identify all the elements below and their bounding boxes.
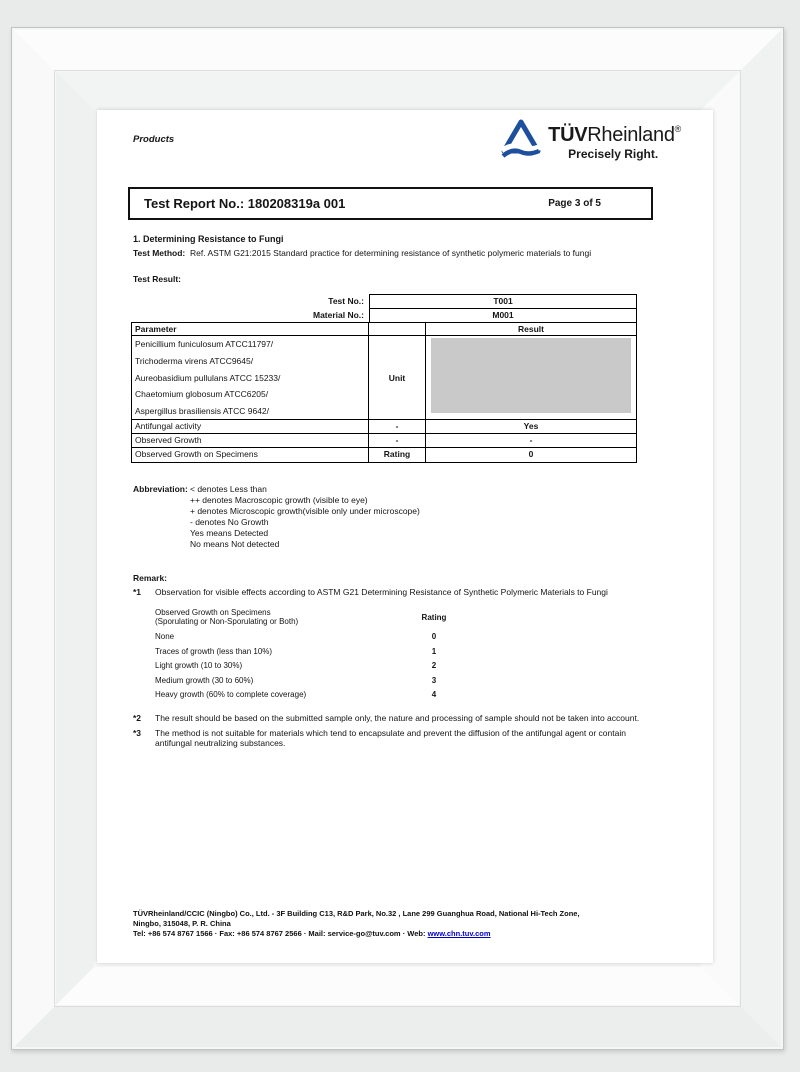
species-line: Penicillium funiculosum ATCC11797/ <box>135 339 274 349</box>
abbreviation-label: Abbreviation: <box>133 484 188 494</box>
footer-address-line2: Ningbo, 315048, P. R. China <box>133 919 231 928</box>
abbreviation-line: ++ denotes Macroscopic growth (visible to eye) <box>190 495 368 505</box>
parameter-header: Parameter <box>132 323 369 335</box>
row-parameter: Antifungal activity <box>132 420 369 433</box>
rating-row-label: None <box>155 632 175 641</box>
species-unit-cell: Unit <box>369 336 426 419</box>
rating-row <box>155 632 485 641</box>
page-header <box>133 110 681 182</box>
row-unit: - <box>369 420 426 433</box>
test-no-row <box>131 294 637 308</box>
brand-tuv: TÜV <box>548 124 588 146</box>
rating-row <box>155 647 485 656</box>
species-result-cell <box>426 336 636 419</box>
species-line: Trichoderma virens ATCC9645/ <box>135 355 254 366</box>
remark-item-3 <box>133 728 681 749</box>
abbreviation-line: No means Not detected <box>190 539 280 549</box>
footer-contact-line <box>133 929 683 939</box>
rating-row-value: 4 <box>431 690 437 699</box>
abbreviation-line: < denotes Less than <box>190 484 267 494</box>
rating-row-value: 2 <box>431 661 437 670</box>
report-number-bar <box>128 187 653 220</box>
tuv-rheinland-logo <box>501 118 681 162</box>
rating-header-line1: Observed Growth on Specimens <box>155 607 271 617</box>
row-result: - <box>529 435 533 445</box>
registered-mark: ® <box>674 124 681 134</box>
result-table-grid <box>131 322 637 463</box>
growth-rating-table <box>155 608 485 700</box>
rating-row-value: 1 <box>431 646 437 656</box>
rating-header-label <box>155 608 403 627</box>
species-line: Aspergillus brasiliensis ATCC 9642/ <box>135 406 270 417</box>
rating-row-value: 3 <box>431 675 437 685</box>
result-table <box>131 294 637 463</box>
test-method-label: Test Method: <box>133 248 186 258</box>
test-method-text: Ref. ASTM G21:2015 Standard practice for determining resistance of synthetic polymeric materials to fungi <box>190 248 592 258</box>
footer-address-line1: TÜVRheinland/CCIC (Ningbo) Co., Ltd. - 3F Building C13, R&D Park, No.32 , Lane 299 Guanghua Road, National Hi-Tech Zone, <box>133 909 580 918</box>
rating-header: Rating <box>421 612 447 622</box>
species-line: Chaetomium globosum ATCC6205/ <box>135 389 269 400</box>
remark-text: The method is not suitable for materials which tend to encapsulate and prevent the diffusion of the antifungal agent or contain antifungal neutralizing substances. <box>155 727 626 748</box>
result-header: Result <box>518 324 544 334</box>
unit-header-cell <box>369 323 426 335</box>
rating-table-header <box>155 608 485 627</box>
picture-frame <box>11 27 784 1050</box>
remark-text: Observation for visible effects according to ASTM G21 Determining Resistance of Synthetic Polymeric Materials to Fungi <box>155 587 608 597</box>
rating-row-label: Traces of growth (less than 10%) <box>155 646 273 656</box>
remark-marker: *3 <box>133 727 142 738</box>
table-header-row <box>132 323 636 336</box>
remark-item-2 <box>133 713 681 724</box>
report-page <box>97 110 713 963</box>
material-no-value: M001 <box>369 308 637 322</box>
footer-web-link[interactable]: www.chn.tuv.com <box>427 929 491 938</box>
fungi-species-list <box>132 336 369 419</box>
page-indicator: Page 3 of 5 <box>548 198 601 209</box>
test-no-label: Test No.: <box>328 296 364 306</box>
row-unit: - <box>369 434 426 447</box>
section-heading: 1. Determining Resistance to Fungi <box>133 234 284 244</box>
table-row <box>132 420 636 434</box>
brand-rheinland: Rheinland <box>587 124 675 146</box>
abbreviation-lines <box>190 484 420 550</box>
row-result: 0 <box>528 449 534 459</box>
test-no-value: T001 <box>369 294 637 308</box>
rating-row-value: 0 <box>431 632 437 641</box>
abbreviation-line: - denotes No Growth <box>190 517 269 527</box>
rating-row-label: Light growth (10 to 30%) <box>155 661 243 670</box>
row-unit: Rating <box>369 448 426 462</box>
tuv-triangle-icon <box>501 118 541 162</box>
row-parameter: Observed Growth <box>132 434 369 447</box>
rating-row <box>155 661 485 670</box>
footer-contact-text: Tel: +86 574 8767 1566 · Fax: +86 574 8767 2566 · Mail: service-go@tuv.com · Web: <box>133 929 426 938</box>
species-line: Aureobasidium pullulans ATCC 15233/ <box>135 372 281 383</box>
rating-header-line2: (Sporulating or Non-Sporulating or Both) <box>155 617 299 626</box>
remark-label: Remark: <box>133 573 168 583</box>
remark-item-1 <box>133 587 681 598</box>
page-footer <box>133 909 683 939</box>
brand-name <box>548 118 681 146</box>
report-number: Test Report No.: 180208319a 001 <box>144 196 346 211</box>
material-no-label: Material No.: <box>312 310 364 320</box>
abbreviation-line: + denotes Microscopic growth(visible only under microscope) <box>190 506 420 516</box>
fungi-species-row <box>132 336 636 420</box>
row-result: Yes <box>523 421 539 431</box>
logo-text <box>548 118 681 162</box>
redacted-result-box <box>431 338 631 413</box>
rating-row <box>155 676 485 685</box>
remark-marker: *2 <box>133 713 142 723</box>
rating-row-label: Heavy growth (60% to complete coverage) <box>155 690 307 699</box>
material-no-row <box>131 308 637 322</box>
table-row <box>132 434 636 448</box>
row-parameter: Observed Growth on Specimens <box>132 448 369 462</box>
test-method-row <box>133 248 681 259</box>
rating-row <box>155 690 485 699</box>
test-result-label: Test Result: <box>133 274 182 284</box>
abbreviation-line: Yes means Detected <box>190 528 269 538</box>
brand-tagline: Precisely Right. <box>568 147 659 161</box>
products-label: Products <box>133 134 175 145</box>
rating-row-label: Medium growth (30 to 60%) <box>155 675 254 685</box>
remark-text: The result should be based on the submitted sample only, the nature and processing of sample should not be taken into account. <box>155 713 640 723</box>
remark-marker: *1 <box>133 587 142 597</box>
table-row <box>132 448 636 462</box>
abbreviation-block <box>133 484 681 550</box>
